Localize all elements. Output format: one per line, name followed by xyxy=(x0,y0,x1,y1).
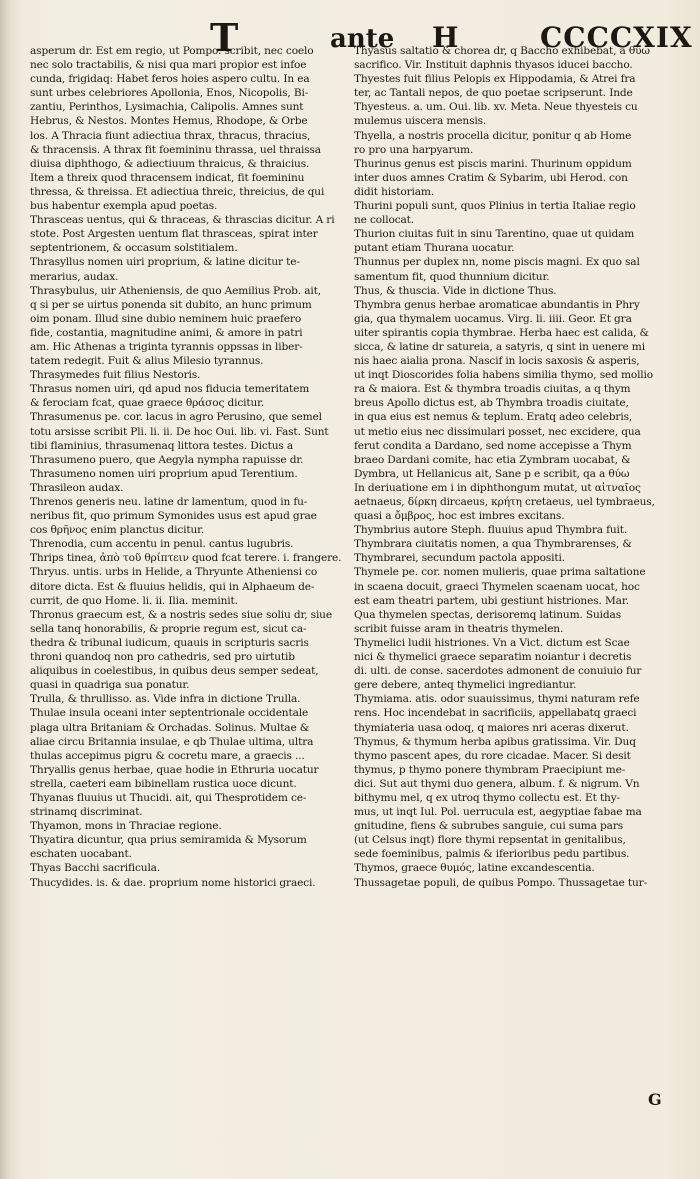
text-line: ne collocat. xyxy=(354,214,414,227)
text-line: Thryallis genus herbae, quae hodie in Ethruria uocatur xyxy=(30,763,319,776)
text-line: & thracensis. A thrax fit foemininu thrassa, uel thraissa xyxy=(30,143,321,156)
text-line: Thymelici ludii histriones. Vn a Vict. dictum est Scae xyxy=(354,636,630,649)
text-line: Thrasceas uentus, qui & thraceas, & thrascias dicitur. A ri xyxy=(30,214,335,227)
text-line: mus, ut inqt Iul. Pol. uerrucula est, aegyptiae fabae ma xyxy=(354,806,642,819)
text-line: Thulae insula oceani inter septentrionale occidentale xyxy=(30,707,309,720)
text-line: Thus, & thuscia. Vide in dictione Thus. xyxy=(354,284,557,297)
text-line: Thrasyllus nomen uiri proprium, & latine dicitur te- xyxy=(30,256,300,269)
text-line: Thymbrara ciuitatis nomen, a qua Thymbrarenses, & xyxy=(354,538,632,551)
text-line: aliquibus in coelestibus, in quibus deus semper sedeat, xyxy=(30,665,319,678)
text-line: breus Apollo dictus est, ab Thymbra troadis ciuitate, xyxy=(354,397,629,410)
text-line: strella, caeteri eam bibinellam rustica uoce dicunt. xyxy=(30,777,297,790)
text-line: Dymbra, ut Hellanicus ait, Sane p e scribit, qa a θύω xyxy=(354,467,630,480)
text-line: Thurion ciuitas fuit in sinu Tarentino, quae ut quidam xyxy=(354,228,635,241)
text-line: thymiateria uasa odoq, q maiores nri aceras dixerut. xyxy=(354,721,629,734)
text-line: thymus, p thymo ponere thymbram Praecipiunt me- xyxy=(354,763,626,776)
text-line: Thyestes fuit filius Pelopis ex Hippodamia, & Atrei fra xyxy=(354,73,636,86)
text-line: tibi flaminius, thrasumenaq littora testes. Dictus a xyxy=(30,439,294,452)
text-line: Thrasumenus pe. cor. lacus in agro Perusino, que semel xyxy=(30,411,322,424)
text-line: thymo pascent apes, du rore cicadae. Macer. Si desit xyxy=(354,749,631,762)
text-line: Hebrus, & Nestos. Montes Hemus, Rhodope, & Orbe xyxy=(30,115,308,128)
text-line: Thyella, a nostris procella dicitur, ponitur q ab Home xyxy=(354,129,632,142)
text-line: sede foeminibus, palmis & iferioribus pedu partibus. xyxy=(354,848,630,861)
text-line: & ferociam fcat, quae graece θράσος dicitur. xyxy=(30,397,265,410)
text-line: sella tanq honorabilis, & proprie regum est, sicut ca- xyxy=(30,622,307,635)
text-line: est eam theatri partem, ubi gestiunt histriones. Mar. xyxy=(354,594,629,607)
text-line: di. ulti. de conse. sacerdotes admonent de conuiuio fur xyxy=(354,665,642,678)
text-line: ut inqt Dioscorides folia habens similia thymo, sed mollio xyxy=(354,369,654,382)
text-line: ferut condita a Dardano, sed nome accepisse a Thym xyxy=(354,439,632,452)
text-line: Thrasileon audax. xyxy=(30,481,124,494)
text-line: aliae circu Britannia insulae, e qb Thulae ultima, ultra xyxy=(30,735,314,748)
text-line: gere debere, anteq thymelici ingrediantur. xyxy=(354,679,577,692)
text-line: tatem redegit. Fuit & alius Milesio tyrannus. xyxy=(30,355,264,368)
text-line: throni quandoq non pro cathedris, sed pro uirtutib xyxy=(30,651,295,664)
text-line: bithymu mel, q ex utroq thymo collectu est. Et thy- xyxy=(354,791,620,804)
text-line: Thyasus saltatio & chorea dr, q Baccho exhibebat, a θύω xyxy=(354,45,650,57)
text-line: ro pro una harpyarum. xyxy=(354,143,474,156)
text-line: thedra & tribunal iudicum, quauis in scripturis sacris xyxy=(30,636,309,649)
text-line: nec solo tractabilis, & nisi qua mari propior est infoe xyxy=(30,59,307,72)
text-line: uiter spirantis copia thymbrae. Herba haec est calida, & xyxy=(354,326,649,339)
text-line: Thrasus nomen uiri, qd apud nos fiducia temeritatem xyxy=(30,383,310,396)
text-line: Thyas Bacchi sacrificula. xyxy=(30,862,161,875)
text-line: sicca, & latine dr satureia, a satyris, q sint in uenere mi xyxy=(354,340,645,353)
text-line: Thymiama. atis. odor suauissimus, thymi naturam refe xyxy=(354,693,640,706)
header-guide-word: ante xyxy=(330,24,395,54)
text-line: Thymbrarei, secundum pactola appositi. xyxy=(354,552,565,565)
text-line: oim ponam. Illud sine dubio neminem huic praefero xyxy=(30,312,302,325)
text-line: scribit fuisse aram in theatris thymelen. xyxy=(354,622,564,635)
text-line: ut metio eius nec dissimulari posset, nec excidere, qua xyxy=(354,425,641,438)
text-line: Thunnus per duplex nn, nome piscis magni. Ex quo sal xyxy=(354,256,640,269)
text-line: Thrasymedes fuit filius Nestoris. xyxy=(30,369,201,382)
text-line: Thymus, & thymum herba apibus gratissima. Vir. Duq xyxy=(354,735,636,748)
text-line: Thyamon, mons in Thraciae regione. xyxy=(30,820,222,833)
text-line: quasi a ὄμβρος, hoc est imbres excitans. xyxy=(354,510,565,523)
text-line: diuisa diphthogo, & adiectiuum thraicus, & thraicius. xyxy=(30,157,310,170)
text-line: Thymbrius autore Steph. fluuius apud Thymbra fuit. xyxy=(354,524,628,537)
text-line: strinamq discriminat. xyxy=(30,806,143,819)
text-line: Threnos generis neu. latine dr lamentum, quod in fu- xyxy=(30,496,308,508)
text-line: plaga ultra Britaniam & Orchadas. Solinus. Multae & xyxy=(30,721,310,734)
text-line: gnitudine, fiens & subrubes sanguie, cui suma pars xyxy=(354,820,624,833)
header-initial-left: T xyxy=(210,15,239,60)
text-line: quasi in quadriga sua ponatur. xyxy=(30,679,190,692)
text-line: Item a threix quod thracensem indicat, fit foemininu xyxy=(30,171,305,184)
text-line: In deriuatione em i in diphthongum mutat, ut αἰτναῖος xyxy=(354,481,641,494)
text-line: stote. Post Argesten uentum flat thrasceas, spirat inter xyxy=(30,228,318,241)
text-line: mulemus uiscera mensis. xyxy=(354,115,487,128)
text-line: septentrionem, & occasum solstitialem. xyxy=(30,242,238,255)
text-line: in scaena docuit, graeci Thymelen scaenam uocat, hoc xyxy=(354,580,640,593)
text-line: Thymos, graece θυμός, latine excandescentia. xyxy=(354,862,595,875)
text-line: am. Hic Athenas a triginta tyrannis oppssas in liber- xyxy=(30,340,303,353)
text-line: Trulla, & thrullisso. as. Vide infra in dictione Trulla. xyxy=(30,693,301,706)
text-line: Thronus graecum est, & a nostris sedes siue soliu dr, siue xyxy=(30,608,332,621)
text-line: ter, ac Tantali nepos, de quo poetae scripserunt. Inde xyxy=(354,87,633,100)
text-line: totu arsisse scribit Pli. li. ii. De hoc Oui. lib. vi. Fast. Sunt xyxy=(30,425,329,438)
left-text-column xyxy=(30,44,348,890)
folio-number: CCCCXIX xyxy=(540,21,693,54)
text-line: asperum dr. Est em regio, ut Pompo. scribit, nec coelo xyxy=(30,45,314,57)
text-line: merarius, audax. xyxy=(30,270,119,283)
text-line: Thrasumeno nomen uiri proprium apud Terentium. xyxy=(30,467,298,480)
text-line: aetnaeus, δίρκη dircaeus, κρήτη cretaeus, uel tymbraeus, xyxy=(354,496,655,508)
text-line: los. A Thracia fiunt adiectiua thrax, thracus, thracius, xyxy=(30,129,311,142)
header-initial-right: H xyxy=(432,21,459,54)
text-line: putant etiam Thurana uocatur. xyxy=(354,242,515,255)
text-line: nici & thymelici graece separatim noiantur i decretis xyxy=(354,651,632,664)
text-line: neribus fit, quo primum Symonides usus est apud grae xyxy=(30,510,317,523)
text-line: ra & maiora. Est & thymbra troadis ciuitas, a q thym xyxy=(354,383,631,396)
text-line: currit, de quo Home. li. ii. Ilia. meminit. xyxy=(30,594,238,607)
text-line: bus habentur exempla apud poetas. xyxy=(30,200,218,213)
text-line: Thymele pe. cor. nomen mulieris, quae prima saltatione xyxy=(354,566,646,579)
text-line: gia, qua thymalem uocamus. Virg. li. iiii. Geor. Et gra xyxy=(354,312,632,325)
text-line: nis haec aialia prona. Nascif in locis saxosis & asperis, xyxy=(354,355,640,368)
text-line: Thussagetae populi, de quibus Pompo. Thussagetae tur- xyxy=(354,876,648,889)
text-line: Thurini populi sunt, quos Plinius in tertia Italiae regio xyxy=(354,200,636,213)
text-line: Thyanas fluuius ut Thucidi. ait, qui Thesprotidem ce- xyxy=(30,791,307,804)
text-line: didit historiam. xyxy=(354,185,435,198)
right-text-column xyxy=(354,44,680,890)
text-line: thulas accepimus pigru & cocretu mare, a graecis ... xyxy=(30,749,305,762)
text-line: (ut Celsus inqt) flore thymi repsentat in genitalibus, xyxy=(354,834,626,847)
text-line: zantiu, Perinthos, Lysimachia, Calipolis. Amnes sunt xyxy=(30,101,304,114)
text-line: cos θρῆνος enim planctus dicitur. xyxy=(30,524,205,537)
text-line: Thryus. untis. urbs in Helide, a Thryunte Atheniensi co xyxy=(30,566,318,579)
text-line: Thrasybulus, uir Atheniensis, de quo Aemilius Prob. ait, xyxy=(30,284,321,297)
text-line: Thrips tinea, ἀπὸ τοῦ θρίπτειν quod fcat terere. i. frangere. xyxy=(30,552,342,565)
text-line: Qua thymelen spectas, derisoremq latinum. Suidas xyxy=(354,608,622,621)
text-line: Thrasumeno puero, que Aegyla nympha rapuisse dr. xyxy=(30,453,304,466)
text-line: in qua eius est nemus & teplum. Eratq adeo celebris, xyxy=(354,411,633,424)
text-line: Thymbra genus herbae aromaticae abundantis in Phry xyxy=(354,298,640,311)
text-line: ditore dicta. Est & fluuius helidis, qui in Alphaeum de- xyxy=(30,580,315,593)
text-line: Thucydides. is. & dae. proprium nome historici graeci. xyxy=(30,876,316,889)
text-line: Thyatira dicuntur, qua prius semiramida & Mysorum xyxy=(30,834,307,847)
text-line: cunda, frigidaq: Habet feros hoies aspero cultu. In ea xyxy=(30,73,310,86)
text-line: Threnodia, cum accentu in penul. cantus lugubris. xyxy=(30,538,294,551)
text-line: Thurinus genus est piscis marini. Thurinum oppidum xyxy=(354,157,632,170)
text-line: fide, costantia, magnitudine animi, & amore in patri xyxy=(30,326,303,339)
text-line: dici. Sut aut thymi duo genera, album. f. & nigrum. Vn xyxy=(354,777,640,790)
text-line: inter duos amnes Cratim & Sybarim, ubi Herod. con xyxy=(354,171,628,184)
text-line: thressa, & threissa. Et adiectiua threic, threicius, de qui xyxy=(30,185,325,198)
text-line: rens. Hoc incendebat in sacrificiis, appellabatq graeci xyxy=(354,707,637,720)
text-line: sunt urbes celebriores Apollonia, Enos, Nicopolis, Bi- xyxy=(30,87,309,100)
text-line: sacrifico. Vir. Instituit daphnis thyasos iducei baccho. xyxy=(354,59,633,72)
text-line: eschaten uocabant. xyxy=(30,848,132,861)
text-line: braeo Dardani comite, hac etia Zymbram uocabat, & xyxy=(354,453,631,466)
text-line: samentum fit, quod thunnium dicitur. xyxy=(354,270,550,283)
text-line: q si per se uirtus ponenda sit dubito, an hunc primum xyxy=(30,298,312,311)
signature-mark: G xyxy=(648,1090,662,1109)
text-line: Thyesteus. a. um. Oui. lib. xv. Meta. Neue thyesteis cu xyxy=(354,101,638,114)
